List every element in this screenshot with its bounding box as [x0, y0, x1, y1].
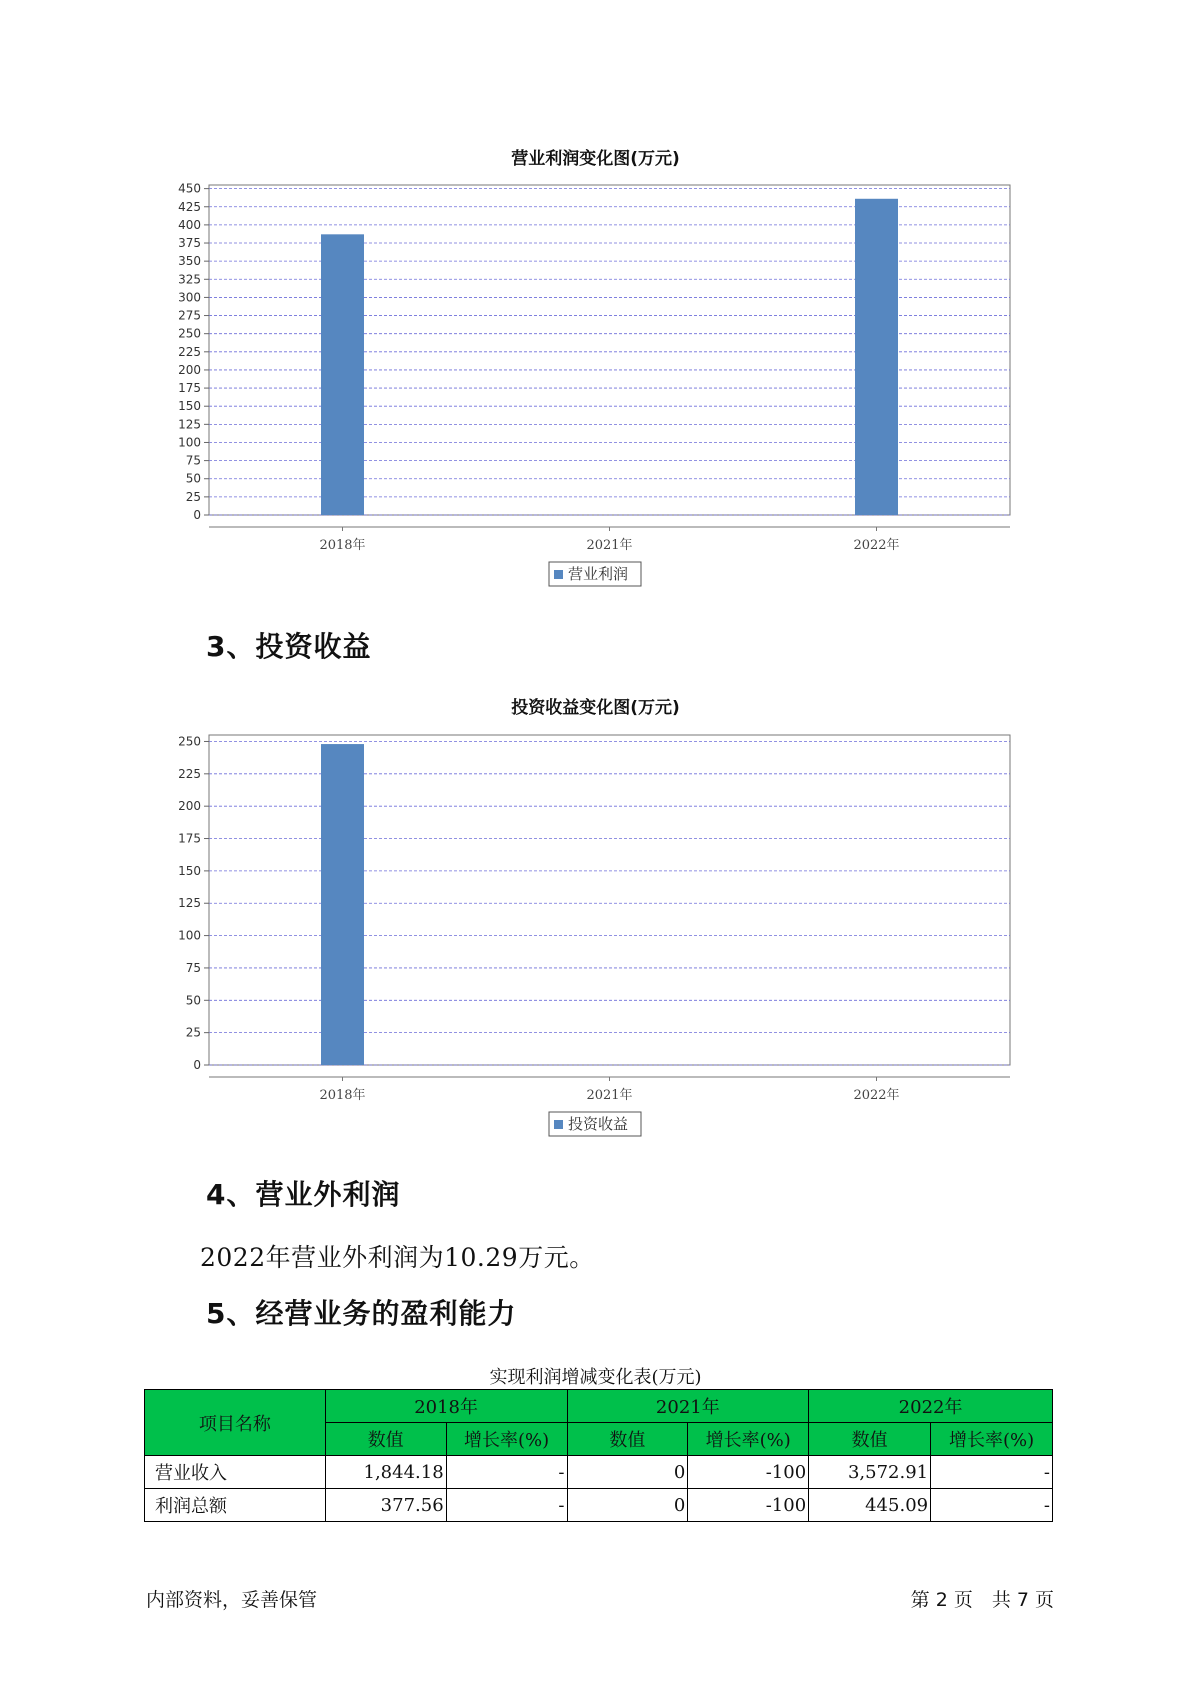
chart-title-investment-income: 投资收益变化图(万元): [511, 698, 680, 718]
nonoperating-profit-text: 2022年营业外利润为10.29万元。: [200, 1243, 595, 1272]
y-tick-label: 250: [178, 734, 201, 749]
y-tick-label: 25: [185, 489, 201, 504]
bar-2022年: [855, 199, 898, 515]
bar-2018年: [321, 744, 364, 1065]
y-tick-label: 300: [178, 290, 201, 305]
table-cell: 0: [567, 1489, 688, 1522]
item-name-header: 项目名称: [145, 1390, 326, 1456]
legend-swatch: [554, 1120, 563, 1129]
table-caption: 实现利润增减变化表(万元): [489, 1367, 702, 1388]
x-tick-label: 2021年: [586, 538, 633, 553]
y-tick-label: 0: [193, 1058, 201, 1072]
bar-2018年: [321, 234, 364, 515]
section-heading-profitability: 5、经营业务的盈利能力: [206, 1297, 517, 1330]
y-tick-label: 350: [178, 254, 201, 269]
y-tick-label: 150: [178, 863, 201, 878]
table-cell: -: [446, 1456, 567, 1489]
y-tick-label: 75: [185, 453, 201, 468]
y-tick-label: 250: [178, 326, 201, 341]
table-row: [145, 1456, 1053, 1489]
y-tick-label: 125: [178, 417, 201, 432]
y-tick-label: 175: [178, 831, 201, 846]
y-tick-label: 450: [178, 181, 201, 196]
growth-header: 增长率(%): [688, 1423, 809, 1456]
y-tick-label: 175: [178, 381, 201, 396]
footer-confidential-note: 内部资料，妥善保管: [146, 1589, 318, 1611]
year-header: 2021年: [567, 1390, 809, 1423]
value-header: 数值: [567, 1423, 688, 1456]
y-tick-label: 150: [178, 399, 201, 414]
table-cell: 3,572.91: [809, 1456, 931, 1489]
legend-label: 营业利润: [568, 565, 629, 583]
table-cell: -: [446, 1489, 567, 1522]
y-tick-label: 200: [178, 362, 201, 377]
y-tick-label: 425: [178, 199, 201, 214]
x-tick-label: 2022年: [853, 1088, 900, 1103]
legend-swatch: [554, 570, 563, 579]
section-heading-investment: 3、投资收益: [206, 630, 372, 663]
y-tick-label: 200: [178, 799, 201, 814]
table-header-row: [145, 1390, 1053, 1423]
y-tick-label: 50: [185, 993, 201, 1008]
table-cell: -: [931, 1489, 1053, 1522]
table-cell: -100: [688, 1489, 809, 1522]
footer-page-number: 第 2 页 共 7 页: [910, 1589, 1054, 1611]
row-name: 营业收入: [145, 1456, 326, 1489]
table-cell: 377.56: [325, 1489, 446, 1522]
y-tick-label: 325: [178, 272, 201, 287]
y-tick-label: 375: [178, 236, 201, 251]
y-tick-label: 125: [178, 896, 201, 911]
table-cell: 445.09: [809, 1489, 931, 1522]
x-tick-label: 2021年: [586, 1088, 633, 1103]
section-heading-nonoperating: 4、营业外利润: [206, 1178, 401, 1211]
year-header: 2022年: [809, 1390, 1053, 1423]
table-cell: 1,844.18: [325, 1456, 446, 1489]
x-tick-label: 2018年: [319, 1088, 366, 1103]
table-cell: -: [931, 1456, 1053, 1489]
value-header: 数值: [809, 1423, 931, 1456]
profit-change-table: [144, 1389, 1053, 1522]
table-cell: -100: [688, 1456, 809, 1489]
y-tick-label: 275: [178, 308, 201, 323]
x-tick-label: 2018年: [319, 538, 366, 553]
y-tick-label: 100: [178, 928, 201, 943]
y-tick-label: 400: [178, 217, 201, 232]
y-tick-label: 50: [185, 471, 201, 486]
value-header: 数值: [325, 1423, 446, 1456]
legend-label: 投资收益: [568, 1115, 629, 1133]
investment-income-chart: [0, 720, 1191, 1140]
operating-profit-chart: [0, 170, 1191, 590]
y-tick-label: 225: [178, 344, 201, 359]
y-tick-label: 100: [178, 435, 201, 450]
chart-title-operating-profit: 营业利润变化图(万元): [511, 149, 680, 169]
growth-header: 增长率(%): [931, 1423, 1053, 1456]
table-row: [145, 1489, 1053, 1522]
x-tick-label: 2022年: [853, 538, 900, 553]
year-header: 2018年: [325, 1390, 567, 1423]
y-tick-label: 225: [178, 766, 201, 781]
row-name: 利润总额: [145, 1489, 326, 1522]
y-tick-label: 75: [185, 960, 201, 975]
y-tick-label: 0: [193, 508, 201, 522]
table-cell: 0: [567, 1456, 688, 1489]
y-tick-label: 25: [185, 1025, 201, 1040]
growth-header: 增长率(%): [446, 1423, 567, 1456]
